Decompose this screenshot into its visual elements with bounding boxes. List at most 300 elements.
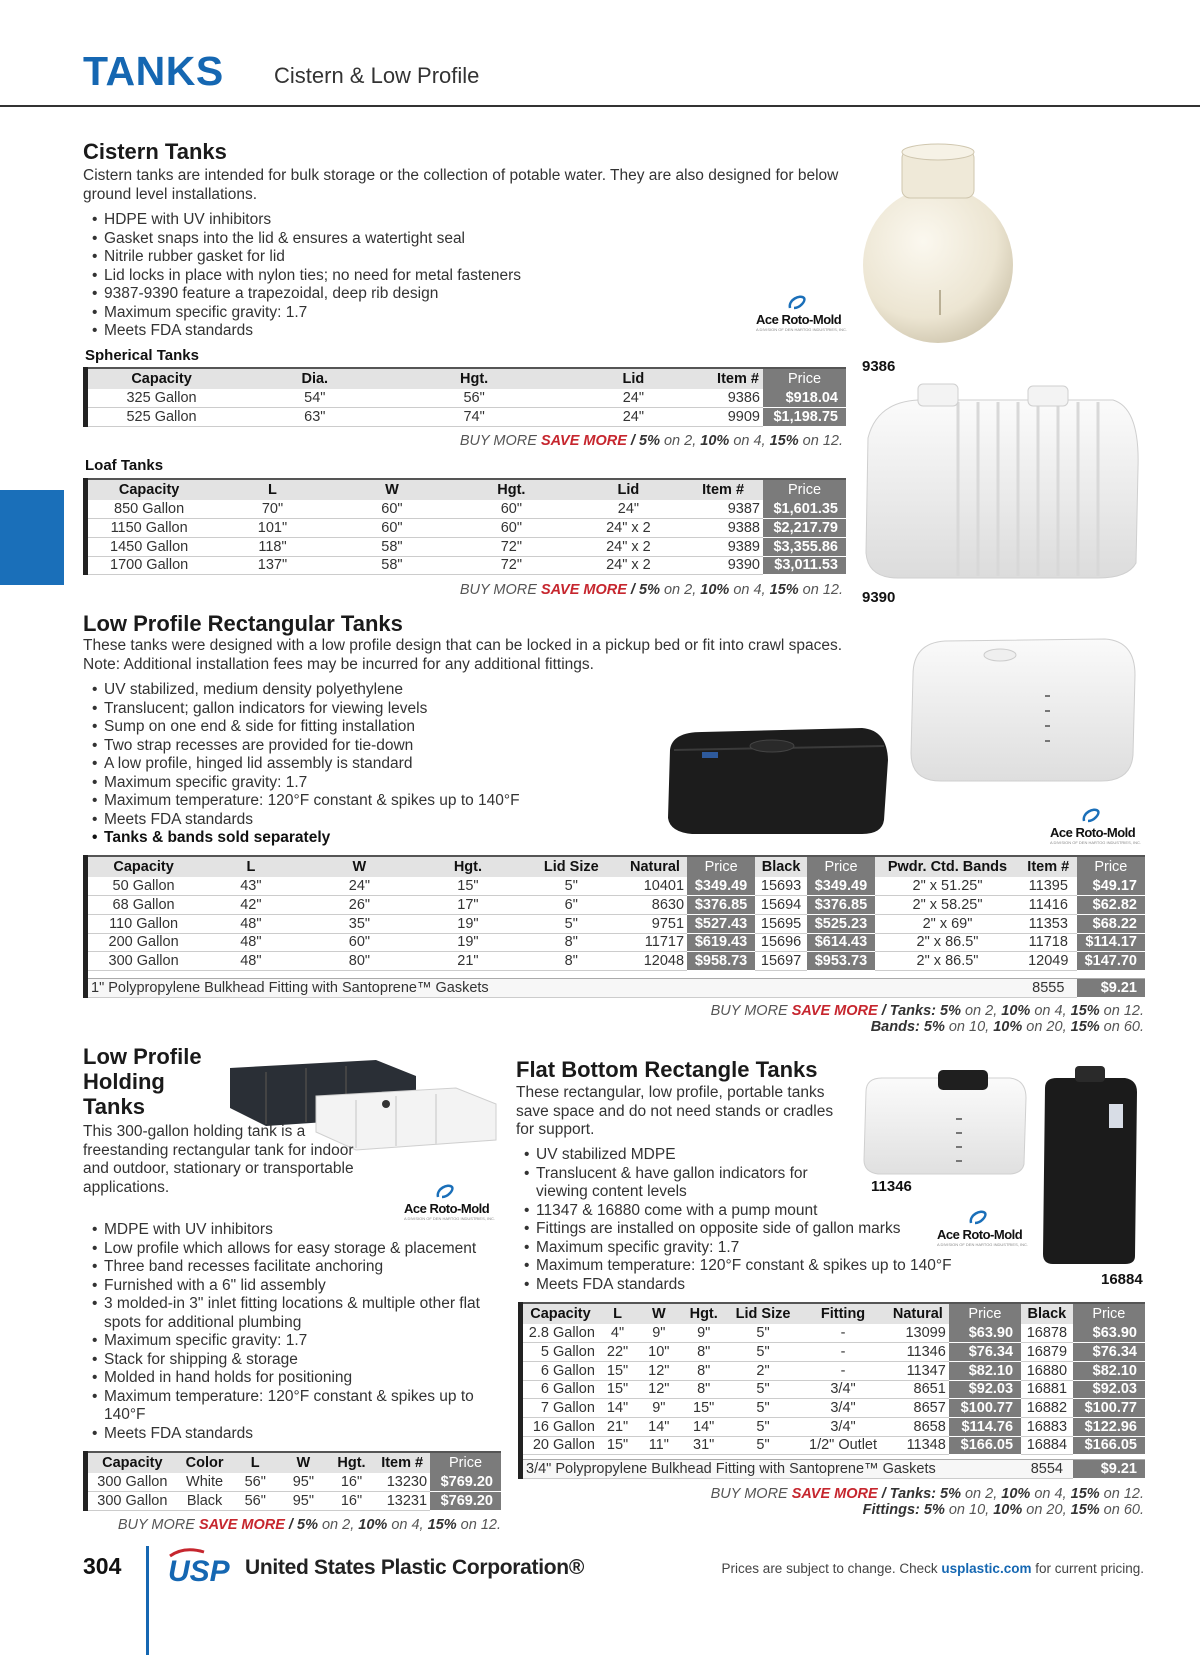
price-cell: $769.20 [430, 1492, 501, 1511]
cell: 35" [303, 914, 417, 933]
holding-title-line: Tanks [83, 1094, 145, 1119]
cell: 6 Gallon [521, 1361, 598, 1380]
price-cell: $68.22 [1077, 914, 1145, 933]
col-header: Price [1073, 1303, 1145, 1324]
col-header: W [637, 1303, 680, 1324]
col-header: Item # [374, 1452, 430, 1473]
cell: White [177, 1473, 233, 1492]
col-header: L [210, 479, 334, 500]
cell: 12" [637, 1361, 680, 1380]
buy-more-note: BUY MORE SAVE MORE / 5% on 2, 10% on 4, 15% on 12. [459, 582, 843, 598]
bullet: • Furnished with a 6" lid assembly [90, 1277, 500, 1296]
col-header: Capacity [86, 1452, 177, 1473]
cell: 60" [335, 519, 449, 538]
cell: 68 Gallon [86, 896, 200, 915]
bullet: • Sump on one end & side for fitting installation [90, 718, 520, 737]
loaf-label: Loaf Tanks [85, 457, 164, 474]
table-row [86, 914, 1146, 933]
bullet: • Meets FDA standards [90, 322, 521, 341]
black-flat-bottom-tank-photo [1037, 1064, 1143, 1266]
cell: 56" [394, 389, 553, 408]
cell: 60" [303, 933, 417, 952]
cell: 5" [727, 1417, 799, 1436]
cell: 16879 [1021, 1343, 1073, 1362]
table-row [86, 933, 1146, 952]
spherical-table [83, 367, 846, 427]
col-header: Hgt. [394, 368, 553, 389]
holding-title-line: Holding [83, 1069, 165, 1094]
cell: 118" [210, 537, 334, 556]
table-row [86, 408, 847, 427]
price-cell: $92.03 [949, 1380, 1021, 1399]
col-header: Item # [683, 479, 763, 500]
col-header: Hgt. [329, 1452, 375, 1473]
price-cell: $1,198.75 [763, 408, 846, 427]
cell: 16882 [1021, 1399, 1073, 1418]
bullet: • Translucent & have gallon indicators for viewing content levels [522, 1165, 822, 1202]
price-cell: $527.43 [687, 914, 755, 933]
price-cell: $63.90 [949, 1324, 1021, 1343]
cell: 48" [199, 933, 302, 952]
usp-logo-icon [164, 1548, 238, 1588]
cell: 15" [416, 877, 519, 896]
price-cell: $614.43 [807, 933, 875, 952]
cell: - [799, 1361, 887, 1380]
white-flat-bottom-tank-photo [860, 1068, 1028, 1176]
price-cell: $619.43 [687, 933, 755, 952]
col-header: Black [1021, 1303, 1073, 1324]
cell: 9" [680, 1324, 726, 1343]
bullet: • UV stabilized MDPE [522, 1146, 1042, 1165]
cell: 95" [278, 1473, 329, 1492]
cell: 50 Gallon [86, 877, 200, 896]
cell: 7 Gallon [521, 1399, 598, 1418]
logo-swirl-icon [1080, 805, 1102, 827]
col-header: Fitting [799, 1303, 887, 1324]
col-header: W [278, 1452, 329, 1473]
col-header: Capacity [86, 856, 200, 877]
price-cell: $3,355.86 [763, 537, 846, 556]
bullet: • Translucent; gallon indicators for viewing levels [90, 700, 520, 719]
cell: 9388 [683, 519, 763, 538]
svg-text:USP: USP [168, 1555, 230, 1588]
price-cell: $147.70 [1077, 952, 1145, 971]
loaf-tank-photo [858, 378, 1143, 586]
bullet: • 3 molded-in 3" inlet fitting locations & multiple other flat spots for additional plumbing [90, 1295, 500, 1332]
price-cell: $2,217.79 [763, 519, 846, 538]
cell: 6 Gallon [521, 1380, 598, 1399]
bullet: • Lid locks in place with nylon ties; no need for metal fasteners [90, 267, 521, 286]
white-lowprofile-tank-photo [905, 635, 1140, 785]
col-header: L [598, 1303, 637, 1324]
holding-title-line: Low Profile [83, 1044, 202, 1069]
price-cell: $114.17 [1077, 933, 1145, 952]
price-cell: $3,011.53 [763, 556, 846, 575]
holding-bullets [90, 1221, 500, 1443]
cell: 9389 [683, 537, 763, 556]
cell: 1700 Gallon [86, 556, 211, 575]
holding-table [83, 1451, 501, 1511]
buy-more-note: BUY MORE SAVE MORE / 5% on 2, 10% on 4, 15% on 12. [117, 1517, 501, 1533]
cell: 10401 [623, 877, 687, 896]
cell: 9909 [713, 408, 763, 427]
bullet-bold: • Tanks & bands sold separately [90, 829, 520, 848]
logo-subtext: A DIVISION OF DEN HARTOG INDUSTRIES, INC. [1050, 840, 1141, 845]
bullet: • Two strap recesses are provided for tie-down [90, 737, 520, 756]
cell: 63" [235, 408, 394, 427]
table-row [521, 1380, 1146, 1399]
cell: 95" [278, 1492, 329, 1511]
fitting-price: $9.21 [1073, 1460, 1145, 1479]
cell: 11348 [887, 1436, 949, 1455]
table-header [86, 856, 1146, 877]
col-header: Price [807, 856, 875, 877]
logo-subtext: A DIVISION OF DEN HARTOG INDUSTRIES, INC. [404, 1216, 495, 1221]
price-cell: $953.73 [807, 952, 875, 971]
table-row [86, 537, 847, 556]
cell: 16" [329, 1492, 375, 1511]
col-header: Lid [574, 479, 684, 500]
cell: 19" [416, 933, 519, 952]
table-row [521, 1436, 1146, 1455]
spherical-label: Spherical Tanks [85, 347, 199, 364]
bullet: • HDPE with UV inhibitors [90, 211, 521, 230]
bullet: • Maximum temperature: 120°F constant & spikes up to 140°F [522, 1257, 1042, 1276]
table-row [86, 1473, 502, 1492]
cell: 19" [416, 914, 519, 933]
cell: 16884 [1021, 1436, 1073, 1455]
bullet: • Gasket snaps into the lid & ensures a watertight seal [90, 230, 521, 249]
bullet: • Three band recesses facilitate anchoring [90, 1258, 500, 1277]
lowprofile-desc: These tanks were designed with a low profile design that can be locked in a pickup bed or fit into crawl spaces. Note: Additional installation fees may be incurred for any additional fittings. [83, 637, 843, 673]
cell: 14" [680, 1417, 726, 1436]
bullet: • MDPE with UV inhibitors [90, 1221, 500, 1240]
buy-more-bands-note: Bands: 5% on 10, 10% on 20, 15% on 60. [870, 1019, 1144, 1035]
bullet: • Molded in hand holds for positioning [90, 1369, 500, 1388]
col-header: Item # [1020, 856, 1077, 877]
table-header [521, 1303, 1146, 1324]
col-header: Natural [623, 856, 687, 877]
buy-more-fittings-note: Fittings: 5% on 10, 10% on 20, 15% on 60. [862, 1502, 1144, 1518]
price-cell: $166.05 [949, 1436, 1021, 1455]
bullet: • Maximum specific gravity: 1.7 [90, 774, 520, 793]
cell: - [799, 1324, 887, 1343]
cell: 2" x 69" [875, 914, 1020, 933]
cistern-title: Cistern Tanks [83, 139, 227, 164]
cell: 200 Gallon [86, 933, 200, 952]
price-cell: $100.77 [1073, 1399, 1145, 1418]
table-row [521, 1361, 1146, 1380]
price-cell: $92.03 [1073, 1380, 1145, 1399]
cell: 26" [303, 896, 417, 915]
cell: 10" [637, 1343, 680, 1362]
cell: 1150 Gallon [86, 519, 211, 538]
logo-text: Ace Roto-Mold [937, 1227, 1023, 1242]
cell: 5" [520, 877, 623, 896]
ace-roto-mold-logo [404, 1181, 495, 1223]
cell: 9" [637, 1399, 680, 1418]
cell: 300 Gallon [86, 1473, 177, 1492]
col-header: Dia. [235, 368, 394, 389]
col-header: Capacity [521, 1303, 598, 1324]
cell: 11416 [1020, 896, 1077, 915]
table-row [86, 952, 1146, 971]
cell: 8" [520, 933, 623, 952]
cell: 11" [637, 1436, 680, 1455]
company-name: United States Plastic Corporation® [245, 1556, 584, 1579]
price-cell: $100.77 [949, 1399, 1021, 1418]
cell: 21" [598, 1417, 637, 1436]
cell: 325 Gallon [86, 389, 236, 408]
price-cell: $376.85 [807, 896, 875, 915]
bullet: • Nitrile rubber gasket for lid [90, 248, 521, 267]
cell: 3/4" [799, 1417, 887, 1436]
photo-label-9390: 9390 [862, 589, 896, 606]
buy-more-tanks-note: BUY MORE SAVE MORE / Tanks: 5% on 2, 10% on 4, 15% on 12. [710, 1486, 1144, 1502]
cell: 43" [199, 877, 302, 896]
cell: 60" [449, 500, 573, 519]
cell: 11395 [1020, 877, 1077, 896]
table-header [86, 479, 847, 500]
logo-text: Ace Roto-Mold [404, 1201, 490, 1216]
cell: 15" [598, 1436, 637, 1455]
table-row [521, 1417, 1146, 1436]
cell: 11718 [1020, 933, 1077, 952]
cell: 54" [235, 389, 394, 408]
bullet: • Meets FDA standards [90, 1425, 500, 1444]
cell: Black [177, 1492, 233, 1511]
cell: 9390 [683, 556, 763, 575]
fitting-row [86, 978, 1146, 997]
cell: 70" [210, 500, 334, 519]
cell: 15" [598, 1380, 637, 1399]
price-cell: $76.34 [949, 1343, 1021, 1362]
price-cell: $769.20 [430, 1473, 501, 1492]
cell: 24" x 2 [574, 519, 684, 538]
cell: 11346 [887, 1343, 949, 1362]
cell: 13099 [887, 1324, 949, 1343]
price-cell: $49.17 [1077, 877, 1145, 896]
cell: 16 Gallon [521, 1417, 598, 1436]
cell: 12048 [623, 952, 687, 971]
cell: 24" [554, 408, 713, 427]
cell: 8" [520, 952, 623, 971]
price-cell: $82.10 [1073, 1361, 1145, 1380]
col-header: Pwdr. Ctd. Bands [875, 856, 1020, 877]
cistern-desc: Cistern tanks are intended for bulk storage or the collection of potable water. They are also designed for below ground level installations. [83, 167, 839, 203]
bullet: • Maximum specific gravity: 1.7 [90, 304, 521, 323]
flatbottom-table [518, 1302, 1145, 1479]
page-title: TANKS [83, 48, 224, 94]
cell: 8651 [887, 1380, 949, 1399]
ace-roto-mold-logo [937, 1207, 1028, 1249]
price-cell: $122.96 [1073, 1417, 1145, 1436]
cell: 21" [416, 952, 519, 971]
price-cell: $918.04 [763, 389, 846, 408]
col-header: Natural [887, 1303, 949, 1324]
cell: 5" [727, 1436, 799, 1455]
ace-roto-mold-logo [756, 292, 847, 334]
ace-roto-mold-logo [1050, 805, 1141, 847]
cell: 3/4" [799, 1399, 887, 1418]
fitting-desc: 3/4" Polypropylene Bulkhead Fitting with Santoprene™ Gaskets [521, 1460, 1022, 1479]
price-cell: $349.49 [807, 877, 875, 896]
bullet: • Low profile which allows for easy storage & placement [90, 1240, 500, 1259]
spacer-row [86, 970, 1146, 978]
col-header: Hgt. [416, 856, 519, 877]
cell: 5" [727, 1399, 799, 1418]
footer-rule [146, 1546, 149, 1655]
cell: 60" [449, 519, 573, 538]
cell: 8" [680, 1361, 726, 1380]
logo-swirl-icon [434, 1181, 456, 1203]
cell: 9387 [683, 500, 763, 519]
cell: 101" [210, 519, 334, 538]
price-cell: $349.49 [687, 877, 755, 896]
cell: 17" [416, 896, 519, 915]
loaf-table [83, 478, 846, 575]
photo-label-11346: 11346 [871, 1178, 912, 1195]
fitting-row [521, 1460, 1146, 1479]
table-header [86, 368, 847, 389]
header-rule [0, 105, 1200, 107]
cell: 16880 [1021, 1361, 1073, 1380]
price-cell: $958.73 [687, 952, 755, 971]
table-row [521, 1324, 1146, 1343]
bullet: • Maximum specific gravity: 1.7 [90, 1332, 500, 1351]
col-header: W [335, 479, 449, 500]
col-header: Hgt. [449, 479, 573, 500]
pricing-note: Prices are subject to change. Check usplastic.com for current pricing. [721, 1561, 1144, 1576]
price-cell: $76.34 [1073, 1343, 1145, 1362]
col-header: Price [763, 368, 846, 389]
cell: 12" [637, 1380, 680, 1399]
table-row [86, 556, 847, 575]
bullet: • A low profile, hinged lid assembly is standard [90, 755, 520, 774]
cell: 24" x 2 [574, 556, 684, 575]
cell: 16878 [1021, 1324, 1073, 1343]
lowprofile-title: Low Profile Rectangular Tanks [83, 611, 403, 636]
bullet: • 9387-9390 feature a trapezoidal, deep rib design [90, 285, 521, 304]
section-tab [0, 490, 64, 585]
table-row [521, 1399, 1146, 1418]
col-header: W [303, 856, 417, 877]
cell: 850 Gallon [86, 500, 211, 519]
col-header: Price [1077, 856, 1145, 877]
black-lowprofile-tank-photo [662, 720, 892, 838]
col-header: Price [949, 1303, 1021, 1324]
cell: 2" x 58.25" [875, 896, 1020, 915]
bullet: • 11347 & 16880 come with a pump mount [522, 1202, 1042, 1221]
col-header: Hgt. [680, 1303, 726, 1324]
col-header: Lid Size [727, 1303, 799, 1324]
table-row [86, 389, 847, 408]
cell: 15697 [755, 952, 807, 971]
col-header: Capacity [86, 479, 211, 500]
bullet: • Maximum temperature: 120°F constant & spikes up to 140°F [90, 792, 520, 811]
col-header: L [199, 856, 302, 877]
cell: 31" [680, 1436, 726, 1455]
cell: 58" [335, 537, 449, 556]
cell: 110 Gallon [86, 914, 200, 933]
cell: 8" [680, 1380, 726, 1399]
price-cell: $62.82 [1077, 896, 1145, 915]
cell: 11347 [887, 1361, 949, 1380]
cell: 5 Gallon [521, 1343, 598, 1362]
table-header [86, 1452, 502, 1473]
cistern-bullets [90, 211, 521, 341]
cell: 72" [449, 537, 573, 556]
cell: 56" [232, 1492, 278, 1511]
cell: 24" [574, 500, 684, 519]
cell: 5" [520, 914, 623, 933]
cell: 13230 [374, 1473, 430, 1492]
bullet: • Maximum specific gravity: 1.7 [522, 1239, 1042, 1258]
fitting-item: 8555 [1020, 978, 1077, 997]
col-header: Lid Size [520, 856, 623, 877]
cell: 24" [303, 877, 417, 896]
table-row [86, 1492, 502, 1511]
site-link[interactable]: usplastic.com [941, 1561, 1032, 1576]
table-row [86, 896, 1146, 915]
flatbottom-title: Flat Bottom Rectangle Tanks [516, 1057, 818, 1082]
cell: 14" [598, 1399, 637, 1418]
cell: 2" x 86.5" [875, 933, 1020, 952]
cell: 16881 [1021, 1380, 1073, 1399]
cell: 72" [449, 556, 573, 575]
fitting-price: $9.21 [1077, 978, 1145, 997]
page-subtitle: Cistern & Low Profile [274, 63, 480, 88]
lowprofile-bullets [90, 681, 520, 848]
cell: 5" [727, 1324, 799, 1343]
cell: 48" [199, 914, 302, 933]
col-header: L [232, 1452, 278, 1473]
logo-swirl-icon [967, 1207, 989, 1229]
col-header: Color [177, 1452, 233, 1473]
col-header: Black [755, 856, 807, 877]
cell: 1450 Gallon [86, 537, 211, 556]
cell: 3/4" [799, 1380, 887, 1399]
cell: 5" [727, 1343, 799, 1362]
price-cell: $1,601.35 [763, 500, 846, 519]
logo-text: Ace Roto-Mold [756, 312, 842, 327]
cell: 56" [232, 1473, 278, 1492]
cell: 15694 [755, 896, 807, 915]
holding-title [83, 1044, 202, 1119]
cell: 8" [680, 1343, 726, 1362]
bullet: • UV stabilized, medium density polyethylene [90, 681, 520, 700]
cell: 2" [727, 1361, 799, 1380]
table-row [86, 877, 1146, 896]
cell: 8657 [887, 1399, 949, 1418]
cell: 9" [637, 1324, 680, 1343]
cell: 300 Gallon [86, 1492, 177, 1511]
cell: 4" [598, 1324, 637, 1343]
page-number: 304 [83, 1553, 122, 1579]
cell: 13231 [374, 1492, 430, 1511]
spherical-tank-photo [860, 140, 1015, 345]
cell: 300 Gallon [86, 952, 200, 971]
col-header: Price [763, 479, 846, 500]
cell: 525 Gallon [86, 408, 236, 427]
cell: 74" [394, 408, 553, 427]
cell: 11717 [623, 933, 687, 952]
cell: 15" [598, 1361, 637, 1380]
cell: 2.8 Gallon [521, 1324, 598, 1343]
cell: 60" [335, 500, 449, 519]
cell: 42" [199, 896, 302, 915]
table-row [86, 500, 847, 519]
